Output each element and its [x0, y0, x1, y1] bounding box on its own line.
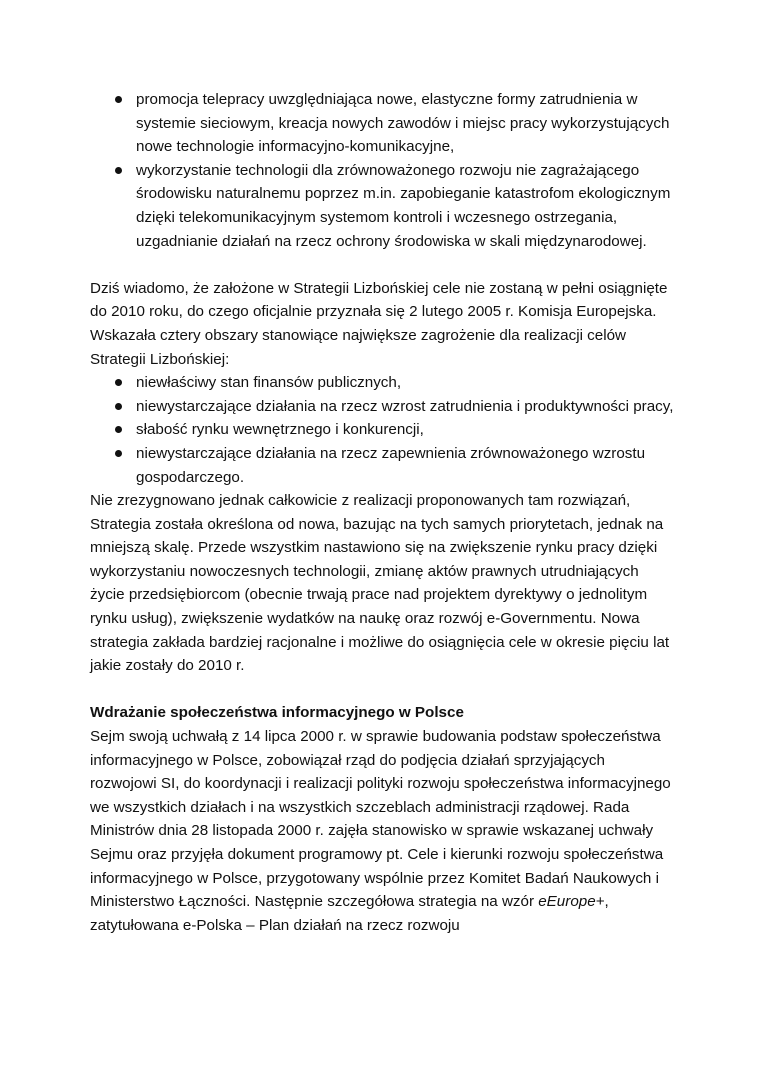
bullet-icon [115, 96, 122, 103]
document-page [90, 88, 675, 937]
italic-term: eEurope+ [538, 893, 605, 911]
list-item [90, 442, 675, 489]
list-item [90, 88, 675, 159]
bullet-icon [115, 450, 122, 457]
bullet-list-1 [90, 88, 675, 253]
paragraph-lisbon-strategy: Dziś wiadomo, że założone w Strategii Lizbońskiej cele nie zostaną w pełni osiągnięte do 2010 roku, do czego oficjalnie przyznała się 2 lutego 2005 r. Komisja Europejska. Wskazała cztery obszary stanowiące największe zagrożenie dla realizacji celów Strategii Lizbońskiej: [90, 279, 668, 368]
paragraph-spacer [90, 253, 675, 277]
bullet-icon [115, 403, 122, 410]
section-heading: Wdrażanie społeczeństwa informacyjnego w Polsce [90, 704, 464, 722]
list-item [90, 371, 675, 395]
list-item-text: niewystarczające działania na rzecz zapewnienia zrównoważonego wzrostu gospodarczego. [136, 444, 646, 486]
list-item-text: wykorzystanie technologii dla zrównoważonego rozwoju nie zagrażającego środowisku naturalnemu poprzez m.in. zapobieganie katastrofom ekologicznym dzięki telekomunikacyjnym systemom kontroli i wczesnego ostrzegania, uzgadnianie działań na rzecz ochrony środowiska w skali międzynarodowej. [136, 161, 671, 250]
paragraph-text: Sejm swoją uchwałą z 14 lipca 2000 r. w sprawie budowania podstaw społeczeństwa informacyjnego w Polsce, zobowiązał rząd do podjęcia działań sprzyjających rozwojowi SI, do koordynacji i realizacji polityki rozwoju społeczeństwa informacyjnego we wszystkich działach i na wszystkich szczeblach administracji rządowej. Rada Ministrów dnia 28 listopada 2000 r. zajęła stanowisko w sprawie wskazanej uchwały Sejmu oraz przyjęła dokument programowy pt. Cele i kierunki rozwoju społeczeństwa informacyjnego w Polsce, przygotowany wspólnie przez Komitet Badań Naukowych i Ministerstwo Łączności. Następnie szczegółowa strategia na wzór [90, 728, 671, 911]
list-item-text: niewłaściwy stan finansów publicznych, [136, 374, 402, 392]
list-item-text: słabość rynku wewnętrznego i konkurencji, [136, 421, 424, 439]
paragraph-poland-implementation [90, 725, 675, 937]
bullet-icon [115, 167, 122, 174]
list-item [90, 418, 675, 442]
list-item-text: niewystarczające działania na rzecz wzrost zatrudnienia i produktywności pracy, [136, 397, 674, 415]
paragraph-text: , zatytułowana e-Polska – Plan działań na rzecz rozwoju [90, 893, 609, 934]
paragraph-spacer [90, 678, 675, 702]
bullet-icon [115, 426, 122, 433]
list-item [90, 159, 675, 253]
paragraph-strategy-redefined: Nie zrezygnowano jednak całkowicie z realizacji proponowanych tam rozwiązań, Strategia została określona od nowa, bazując na tych samych priorytetach, jednak na mniejszą skalę. Przede wszystkim nastawiono się na zwiększenie rynku pracy dzięki wykorzystaniu nowoczesnych technologii, zmianę aktów prawnych utrudniających życie przedsiębiorcom (obecnie trwają prace nad projektem dyrektywy o jednolitym rynku usług), zwiększenie wydatków na naukę oraz rozwój e-Governmentu. Nowa strategia zakłada bardziej racjonalne i możliwe do osiągnięcia cele w okresie pięciu lat jakie zostały do 2010 r. [90, 492, 670, 675]
bullet-list-2 [90, 371, 675, 489]
list-item [90, 395, 675, 419]
bullet-icon [115, 379, 122, 386]
list-item-text: promocja telepracy uwzględniająca nowe, elastyczne formy zatrudnienia w systemie sieciowym, kreacja nowych zawodów i miejsc pracy wykorzystujących nowe technologie informacyjno-komunikacyjne, [136, 91, 670, 156]
